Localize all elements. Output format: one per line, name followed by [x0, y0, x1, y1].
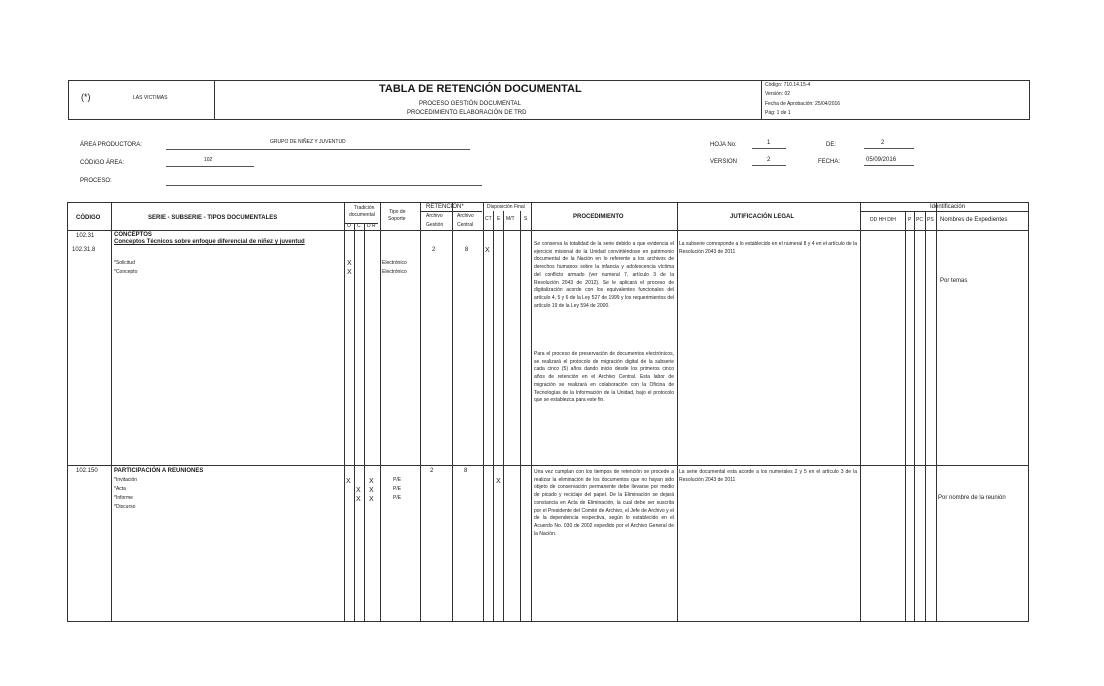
col-archivo-central-1: Archivo — [457, 213, 474, 219]
version-label: VERSION — [710, 159, 738, 165]
col-procedimiento: PROCEDIMIENTO — [573, 214, 624, 220]
e-mark: X — [496, 478, 501, 485]
dr-mark: X — [369, 496, 374, 503]
row-soporte: Electrónico — [382, 260, 407, 266]
col-disposicion: Disposición Final — [487, 204, 525, 210]
row-justificacion: La subserie corresponde a lo establecido en el numeral 8 y 4 en el artículo de la Resolución 2043 de 2011 — [679, 241, 857, 255]
hoja-value: 1 — [767, 140, 771, 146]
row-expediente: Por temas — [940, 278, 968, 284]
col-serie: SERIE - SUBSERIE - TIPOS DOCUMENTALES — [148, 215, 278, 221]
col-retencion: RETENCIÓN* — [426, 204, 464, 210]
col-tradicion-1: Tradición — [354, 205, 375, 211]
de-label: DE: — [826, 142, 837, 148]
row-procedimiento: Se conserva la totalidad de la serie debido a que evidencia el ejercicio misional de la Unidad convirtiéndose en patrimonio documental de la Nación en lo referente a los archivos de derechos humanos sobre la infancia y adolescencia víctima del conflicto armado (ver numeral 7, artículo 3 de la Resolución 2043 de 2012). Se le aplicará el proceso de digitalización acorde con los equivalentes funcionales del artículo 4, 5 y 6 de la Ley 527 de 1999 y los requerimientos del artículo 19 de la Ley 594 de 2000. — [534, 241, 674, 309]
version-value: 2 — [767, 157, 771, 163]
meta-codigo: Código: 710.14.15-4 — [765, 82, 811, 88]
row-tipo: *Discurso — [114, 504, 136, 510]
col-s: S — [524, 216, 528, 222]
col-archivo-gestion-1: Archivo — [426, 213, 443, 219]
retention-gestion: 2 — [430, 468, 434, 474]
col-e: E — [497, 216, 501, 222]
meta-fecha-aprobacion: Fecha de Aprobación: 25/04/2016 — [765, 101, 841, 107]
col-tipo-soporte-2: Soporte — [388, 216, 406, 222]
col-identificacion: Identificación — [930, 204, 966, 210]
proceso-label: PROCESO: — [80, 178, 112, 184]
col-archivo-central-2: Central — [457, 222, 474, 228]
col-md: M/T — [506, 216, 515, 222]
col-trad-c: C — [357, 223, 361, 229]
meta-pagina: Pág: 1 de 1 — [765, 110, 791, 116]
o-mark: X — [347, 269, 352, 276]
row-soporte: Electrónico — [382, 269, 407, 275]
row-tipo: *Acta — [114, 486, 126, 492]
row-code: 102.31.8 — [72, 247, 96, 253]
logo-icon: (*) — [81, 92, 91, 102]
row-tipo: *Informe — [114, 495, 133, 501]
c-mark: X — [356, 496, 361, 503]
fecha-value: 05/09/2016 — [866, 157, 897, 163]
row-code: 102.31 — [76, 233, 95, 239]
c-mark: X — [356, 487, 361, 494]
col-trad-dr: D R — [367, 223, 376, 229]
row-serie: PARTICIPACIÓN A REUNIONES — [114, 468, 204, 474]
row-tipo: *Invitación — [114, 477, 138, 483]
row-code: 102.150 — [76, 468, 98, 474]
col-nombres-expedientes: Nombres de Expedientes — [940, 217, 1008, 223]
row-soporte: P/E — [393, 486, 402, 492]
document-header — [68, 80, 1030, 120]
o-mark: X — [347, 260, 352, 267]
col-pc: PC — [916, 217, 923, 223]
ct-mark: X — [485, 247, 490, 254]
col-codigo: CÓDIGO — [76, 215, 101, 221]
col-dd-hh-dih: DD HH DIH — [870, 217, 896, 223]
col-trad-o: O — [347, 223, 351, 229]
row-subserie: Conceptos Técnicos sobre enfoque diferencial de niñez y juventud — [114, 239, 305, 245]
retention-central: 8 — [464, 468, 468, 474]
codigo-area-value: 102 — [204, 157, 213, 163]
col-archivo-gestion-2: Gestión — [426, 222, 444, 228]
process-subtitle: PROCESO GESTIÓN DOCUMENTAL — [419, 101, 521, 107]
retention-central: 8 — [465, 247, 469, 253]
de-value: 2 — [881, 140, 885, 146]
row-procedimiento: Una vez cumplan con los tiempos de retención se procede a realizar la eliminación de los documentos que no hayan sido objeto de conservación permanente debe llevarse por medio de picado y reciclaje del papel. De la Eliminación se dejará constancia en Acta de Eliminación, la cual debe ser suscrita por el Presidente del Comité de Archivo, el Jefe de Archivo y el de la dependencia respectiva, según lo establecido en el Acuerdo No. 030 de 2002 expedido por el Archivo General de la Nación. — [534, 469, 674, 537]
fecha-label: FECHA: — [818, 159, 841, 165]
col-tipo-soporte-1: Tipo de — [389, 209, 406, 215]
dr-mark: X — [369, 478, 374, 485]
row-tipo: *Solicitud — [114, 260, 135, 266]
row-expediente: Por nombre de la reunión — [938, 495, 1006, 501]
row-serie: CONCEPTOS — [114, 232, 152, 238]
row-justificacion: La serie documental esta acorde a los numerales 2 y 5 en el artículo 3 de la Resolución 2043 de 2011 — [679, 469, 857, 483]
retention-table — [67, 202, 1029, 622]
col-ct: CT — [485, 216, 492, 222]
logo-text: LAS VICTIMAS — [133, 95, 168, 101]
col-ps: PS — [927, 217, 934, 223]
area-productora-value: GRUPO DE NIÑEZ Y JUVENTUD — [270, 139, 346, 145]
dr-mark: X — [369, 487, 374, 494]
o-mark: X — [346, 478, 351, 485]
col-tradicion-2: documental — [349, 212, 375, 218]
document-title: TABLA DE RETENCIÓN DOCUMENTAL — [379, 83, 582, 95]
area-productora-label: ÁREA PRODUCTORA: — [80, 142, 142, 148]
row-tipo: *Concepto — [114, 269, 138, 275]
row-soporte: P/E — [393, 495, 402, 501]
procedure-subtitle: PROCEDIMIENTO ELABORACIÓN DE TRD — [407, 110, 527, 116]
meta-version: Versión: 02 — [765, 91, 791, 97]
hoja-label: HOJA No: — [710, 142, 737, 148]
codigo-area-label: CÓDIGO ÁREA: — [80, 160, 125, 166]
retention-gestion: 2 — [432, 247, 436, 253]
col-p: P — [908, 217, 912, 223]
row-procedimiento: Para el proceso de preservación de documentos electrónicos, se realizará el protocolo de migración digital de la subserie cada cinco (5) años dando inicio desde los primeros cinco años de retención en el Archivo Central. Esta labor de migración se realizará en colaboración con la Oficina de Tecnologías de la Información de la Unidad, bajo el protocolo que se establezca para este fin. — [534, 351, 674, 404]
col-justificacion: JUTIFICACIÓN LEGAL — [730, 214, 794, 220]
row-soporte: P/E — [393, 477, 402, 483]
